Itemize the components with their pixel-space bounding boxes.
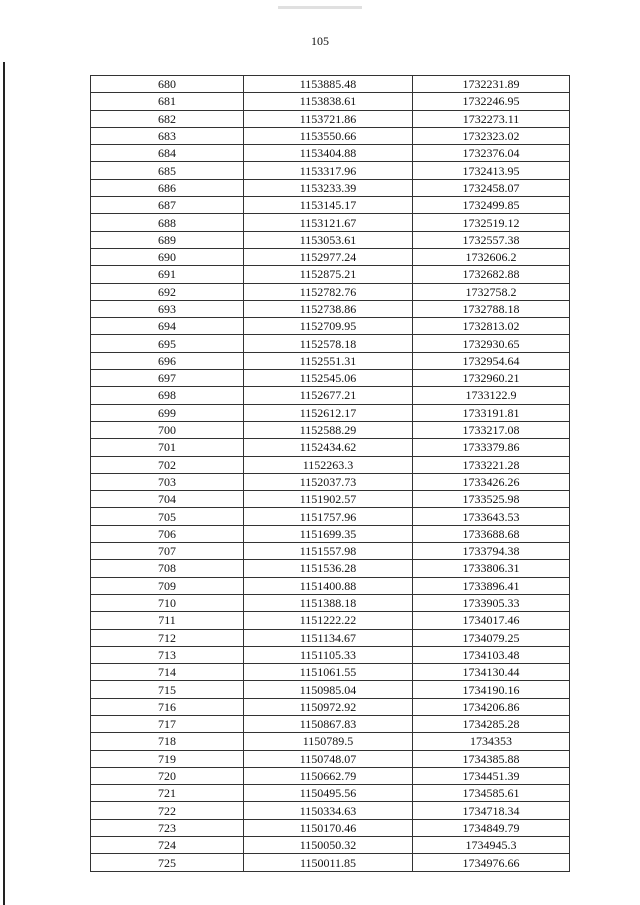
x-coordinate-cell: 1150495.56 bbox=[244, 785, 413, 802]
y-coordinate-cell: 1734017.46 bbox=[413, 612, 570, 629]
x-coordinate-cell: 1152709.95 bbox=[244, 318, 413, 335]
x-coordinate-cell: 1153885.48 bbox=[244, 76, 413, 93]
table-row bbox=[91, 387, 570, 404]
x-coordinate-cell: 1152545.06 bbox=[244, 370, 413, 387]
point-number-cell: 719 bbox=[91, 750, 244, 767]
point-number-cell: 717 bbox=[91, 715, 244, 732]
y-coordinate-cell: 1732930.65 bbox=[413, 335, 570, 352]
y-coordinate-cell: 1734718.34 bbox=[413, 802, 570, 819]
point-number-cell: 683 bbox=[91, 127, 244, 144]
point-number-cell: 710 bbox=[91, 594, 244, 611]
x-coordinate-cell: 1152263.3 bbox=[244, 456, 413, 473]
table-row bbox=[91, 300, 570, 317]
scan-artifact bbox=[278, 6, 362, 9]
point-number-cell: 715 bbox=[91, 681, 244, 698]
table-row bbox=[91, 93, 570, 110]
x-coordinate-cell: 1151061.55 bbox=[244, 664, 413, 681]
point-number-cell: 700 bbox=[91, 421, 244, 438]
x-coordinate-cell: 1152875.21 bbox=[244, 266, 413, 283]
y-coordinate-cell: 1734849.79 bbox=[413, 819, 570, 836]
y-coordinate-cell: 1734285.28 bbox=[413, 715, 570, 732]
table-row bbox=[91, 352, 570, 369]
y-coordinate-cell: 1734079.25 bbox=[413, 629, 570, 646]
point-number-cell: 716 bbox=[91, 698, 244, 715]
table-row bbox=[91, 681, 570, 698]
y-coordinate-cell: 1734190.16 bbox=[413, 681, 570, 698]
x-coordinate-cell: 1152578.18 bbox=[244, 335, 413, 352]
point-number-cell: 690 bbox=[91, 248, 244, 265]
table-row bbox=[91, 698, 570, 715]
table-row bbox=[91, 802, 570, 819]
table-row bbox=[91, 767, 570, 784]
y-coordinate-cell: 1732413.95 bbox=[413, 162, 570, 179]
x-coordinate-cell: 1151902.57 bbox=[244, 491, 413, 508]
table-row bbox=[91, 145, 570, 162]
x-coordinate-cell: 1151536.28 bbox=[244, 560, 413, 577]
coordinates-table bbox=[90, 75, 570, 872]
x-coordinate-cell: 1152588.29 bbox=[244, 421, 413, 438]
x-coordinate-cell: 1150050.32 bbox=[244, 837, 413, 854]
table-row bbox=[91, 525, 570, 542]
point-number-cell: 688 bbox=[91, 214, 244, 231]
x-coordinate-cell: 1152037.73 bbox=[244, 473, 413, 490]
x-coordinate-cell: 1150334.63 bbox=[244, 802, 413, 819]
y-coordinate-cell: 1732231.89 bbox=[413, 76, 570, 93]
table-row bbox=[91, 491, 570, 508]
y-coordinate-cell: 1732813.02 bbox=[413, 318, 570, 335]
y-coordinate-cell: 1732606.2 bbox=[413, 248, 570, 265]
x-coordinate-cell: 1152977.24 bbox=[244, 248, 413, 265]
table-row bbox=[91, 404, 570, 421]
table-row bbox=[91, 473, 570, 490]
y-coordinate-cell: 1733896.41 bbox=[413, 577, 570, 594]
y-coordinate-cell: 1733191.81 bbox=[413, 404, 570, 421]
y-coordinate-cell: 1734353 bbox=[413, 733, 570, 750]
point-number-cell: 707 bbox=[91, 543, 244, 560]
x-coordinate-cell: 1151400.88 bbox=[244, 577, 413, 594]
y-coordinate-cell: 1733426.26 bbox=[413, 473, 570, 490]
point-number-cell: 681 bbox=[91, 93, 244, 110]
table-row bbox=[91, 646, 570, 663]
x-coordinate-cell: 1153838.61 bbox=[244, 93, 413, 110]
point-number-cell: 680 bbox=[91, 76, 244, 93]
table-row bbox=[91, 715, 570, 732]
x-coordinate-cell: 1152551.31 bbox=[244, 352, 413, 369]
point-number-cell: 718 bbox=[91, 733, 244, 750]
y-coordinate-cell: 1732323.02 bbox=[413, 127, 570, 144]
x-coordinate-cell: 1153404.88 bbox=[244, 145, 413, 162]
point-number-cell: 699 bbox=[91, 404, 244, 421]
point-number-cell: 689 bbox=[91, 231, 244, 248]
table-body bbox=[91, 76, 570, 872]
y-coordinate-cell: 1733806.31 bbox=[413, 560, 570, 577]
point-number-cell: 713 bbox=[91, 646, 244, 663]
x-coordinate-cell: 1151222.22 bbox=[244, 612, 413, 629]
table-row bbox=[91, 283, 570, 300]
table-row bbox=[91, 560, 570, 577]
x-coordinate-cell: 1150985.04 bbox=[244, 681, 413, 698]
table-row bbox=[91, 335, 570, 352]
table-row bbox=[91, 318, 570, 335]
table-row bbox=[91, 543, 570, 560]
point-number-cell: 712 bbox=[91, 629, 244, 646]
point-number-cell: 692 bbox=[91, 283, 244, 300]
table-row bbox=[91, 819, 570, 836]
x-coordinate-cell: 1150789.5 bbox=[244, 733, 413, 750]
point-number-cell: 702 bbox=[91, 456, 244, 473]
x-coordinate-cell: 1152434.62 bbox=[244, 439, 413, 456]
y-coordinate-cell: 1732788.18 bbox=[413, 300, 570, 317]
point-number-cell: 724 bbox=[91, 837, 244, 854]
y-coordinate-cell: 1734976.66 bbox=[413, 854, 570, 871]
y-coordinate-cell: 1734385.88 bbox=[413, 750, 570, 767]
x-coordinate-cell: 1152677.21 bbox=[244, 387, 413, 404]
y-coordinate-cell: 1732557.38 bbox=[413, 231, 570, 248]
x-coordinate-cell: 1150662.79 bbox=[244, 767, 413, 784]
x-coordinate-cell: 1152738.86 bbox=[244, 300, 413, 317]
table-row bbox=[91, 594, 570, 611]
y-coordinate-cell: 1732458.07 bbox=[413, 179, 570, 196]
x-coordinate-cell: 1153053.61 bbox=[244, 231, 413, 248]
x-coordinate-cell: 1151105.33 bbox=[244, 646, 413, 663]
table-row bbox=[91, 421, 570, 438]
table-row bbox=[91, 854, 570, 871]
table-row bbox=[91, 612, 570, 629]
y-coordinate-cell: 1734130.44 bbox=[413, 664, 570, 681]
table-row bbox=[91, 179, 570, 196]
table-row bbox=[91, 837, 570, 854]
y-coordinate-cell: 1732519.12 bbox=[413, 214, 570, 231]
point-number-cell: 695 bbox=[91, 335, 244, 352]
table-row bbox=[91, 370, 570, 387]
y-coordinate-cell: 1732960.21 bbox=[413, 370, 570, 387]
table-row bbox=[91, 664, 570, 681]
table-row bbox=[91, 439, 570, 456]
table-row bbox=[91, 456, 570, 473]
page-number: 105 bbox=[311, 34, 329, 48]
point-number-cell: 704 bbox=[91, 491, 244, 508]
point-number-cell: 722 bbox=[91, 802, 244, 819]
point-number-cell: 697 bbox=[91, 370, 244, 387]
point-number-cell: 711 bbox=[91, 612, 244, 629]
point-number-cell: 705 bbox=[91, 508, 244, 525]
x-coordinate-cell: 1153145.17 bbox=[244, 197, 413, 214]
table-row bbox=[91, 248, 570, 265]
x-coordinate-cell: 1152782.76 bbox=[244, 283, 413, 300]
x-coordinate-cell: 1153233.39 bbox=[244, 179, 413, 196]
point-number-cell: 686 bbox=[91, 179, 244, 196]
point-number-cell: 720 bbox=[91, 767, 244, 784]
point-number-cell: 698 bbox=[91, 387, 244, 404]
point-number-cell: 682 bbox=[91, 110, 244, 127]
point-number-cell: 684 bbox=[91, 145, 244, 162]
table-row bbox=[91, 110, 570, 127]
table-row bbox=[91, 577, 570, 594]
y-coordinate-cell: 1732246.95 bbox=[413, 93, 570, 110]
y-coordinate-cell: 1732954.64 bbox=[413, 352, 570, 369]
y-coordinate-cell: 1733794.38 bbox=[413, 543, 570, 560]
binding-edge-line bbox=[3, 62, 5, 905]
x-coordinate-cell: 1151699.35 bbox=[244, 525, 413, 542]
y-coordinate-cell: 1734206.86 bbox=[413, 698, 570, 715]
point-number-cell: 703 bbox=[91, 473, 244, 490]
x-coordinate-cell: 1153121.67 bbox=[244, 214, 413, 231]
y-coordinate-cell: 1732682.88 bbox=[413, 266, 570, 283]
y-coordinate-cell: 1732758.2 bbox=[413, 283, 570, 300]
table-row bbox=[91, 733, 570, 750]
x-coordinate-cell: 1150867.83 bbox=[244, 715, 413, 732]
table-row bbox=[91, 162, 570, 179]
y-coordinate-cell: 1734103.48 bbox=[413, 646, 570, 663]
table-row bbox=[91, 508, 570, 525]
x-coordinate-cell: 1151757.96 bbox=[244, 508, 413, 525]
y-coordinate-cell: 1733525.98 bbox=[413, 491, 570, 508]
y-coordinate-cell: 1733688.68 bbox=[413, 525, 570, 542]
table-row bbox=[91, 127, 570, 144]
point-number-cell: 687 bbox=[91, 197, 244, 214]
x-coordinate-cell: 1153550.66 bbox=[244, 127, 413, 144]
x-coordinate-cell: 1150170.46 bbox=[244, 819, 413, 836]
y-coordinate-cell: 1732273.11 bbox=[413, 110, 570, 127]
x-coordinate-cell: 1153721.86 bbox=[244, 110, 413, 127]
point-number-cell: 696 bbox=[91, 352, 244, 369]
x-coordinate-cell: 1151557.98 bbox=[244, 543, 413, 560]
point-number-cell: 725 bbox=[91, 854, 244, 871]
y-coordinate-cell: 1733905.33 bbox=[413, 594, 570, 611]
y-coordinate-cell: 1733217.08 bbox=[413, 421, 570, 438]
y-coordinate-cell: 1732499.85 bbox=[413, 197, 570, 214]
x-coordinate-cell: 1152612.17 bbox=[244, 404, 413, 421]
y-coordinate-cell: 1732376.04 bbox=[413, 145, 570, 162]
table-row bbox=[91, 629, 570, 646]
table-row bbox=[91, 197, 570, 214]
table-row bbox=[91, 785, 570, 802]
point-number-cell: 709 bbox=[91, 577, 244, 594]
table-row bbox=[91, 266, 570, 283]
y-coordinate-cell: 1734585.61 bbox=[413, 785, 570, 802]
point-number-cell: 706 bbox=[91, 525, 244, 542]
y-coordinate-cell: 1733122.9 bbox=[413, 387, 570, 404]
point-number-cell: 701 bbox=[91, 439, 244, 456]
point-number-cell: 721 bbox=[91, 785, 244, 802]
x-coordinate-cell: 1150011.85 bbox=[244, 854, 413, 871]
y-coordinate-cell: 1734451.39 bbox=[413, 767, 570, 784]
point-number-cell: 694 bbox=[91, 318, 244, 335]
table-row bbox=[91, 214, 570, 231]
table-row bbox=[91, 750, 570, 767]
x-coordinate-cell: 1150748.07 bbox=[244, 750, 413, 767]
x-coordinate-cell: 1153317.96 bbox=[244, 162, 413, 179]
y-coordinate-cell: 1733221.28 bbox=[413, 456, 570, 473]
y-coordinate-cell: 1734945.3 bbox=[413, 837, 570, 854]
point-number-cell: 723 bbox=[91, 819, 244, 836]
x-coordinate-cell: 1150972.92 bbox=[244, 698, 413, 715]
table-row bbox=[91, 76, 570, 93]
y-coordinate-cell: 1733643.53 bbox=[413, 508, 570, 525]
x-coordinate-cell: 1151134.67 bbox=[244, 629, 413, 646]
point-number-cell: 685 bbox=[91, 162, 244, 179]
y-coordinate-cell: 1733379.86 bbox=[413, 439, 570, 456]
point-number-cell: 714 bbox=[91, 664, 244, 681]
point-number-cell: 691 bbox=[91, 266, 244, 283]
point-number-cell: 708 bbox=[91, 560, 244, 577]
x-coordinate-cell: 1151388.18 bbox=[244, 594, 413, 611]
point-number-cell: 693 bbox=[91, 300, 244, 317]
table-row bbox=[91, 231, 570, 248]
